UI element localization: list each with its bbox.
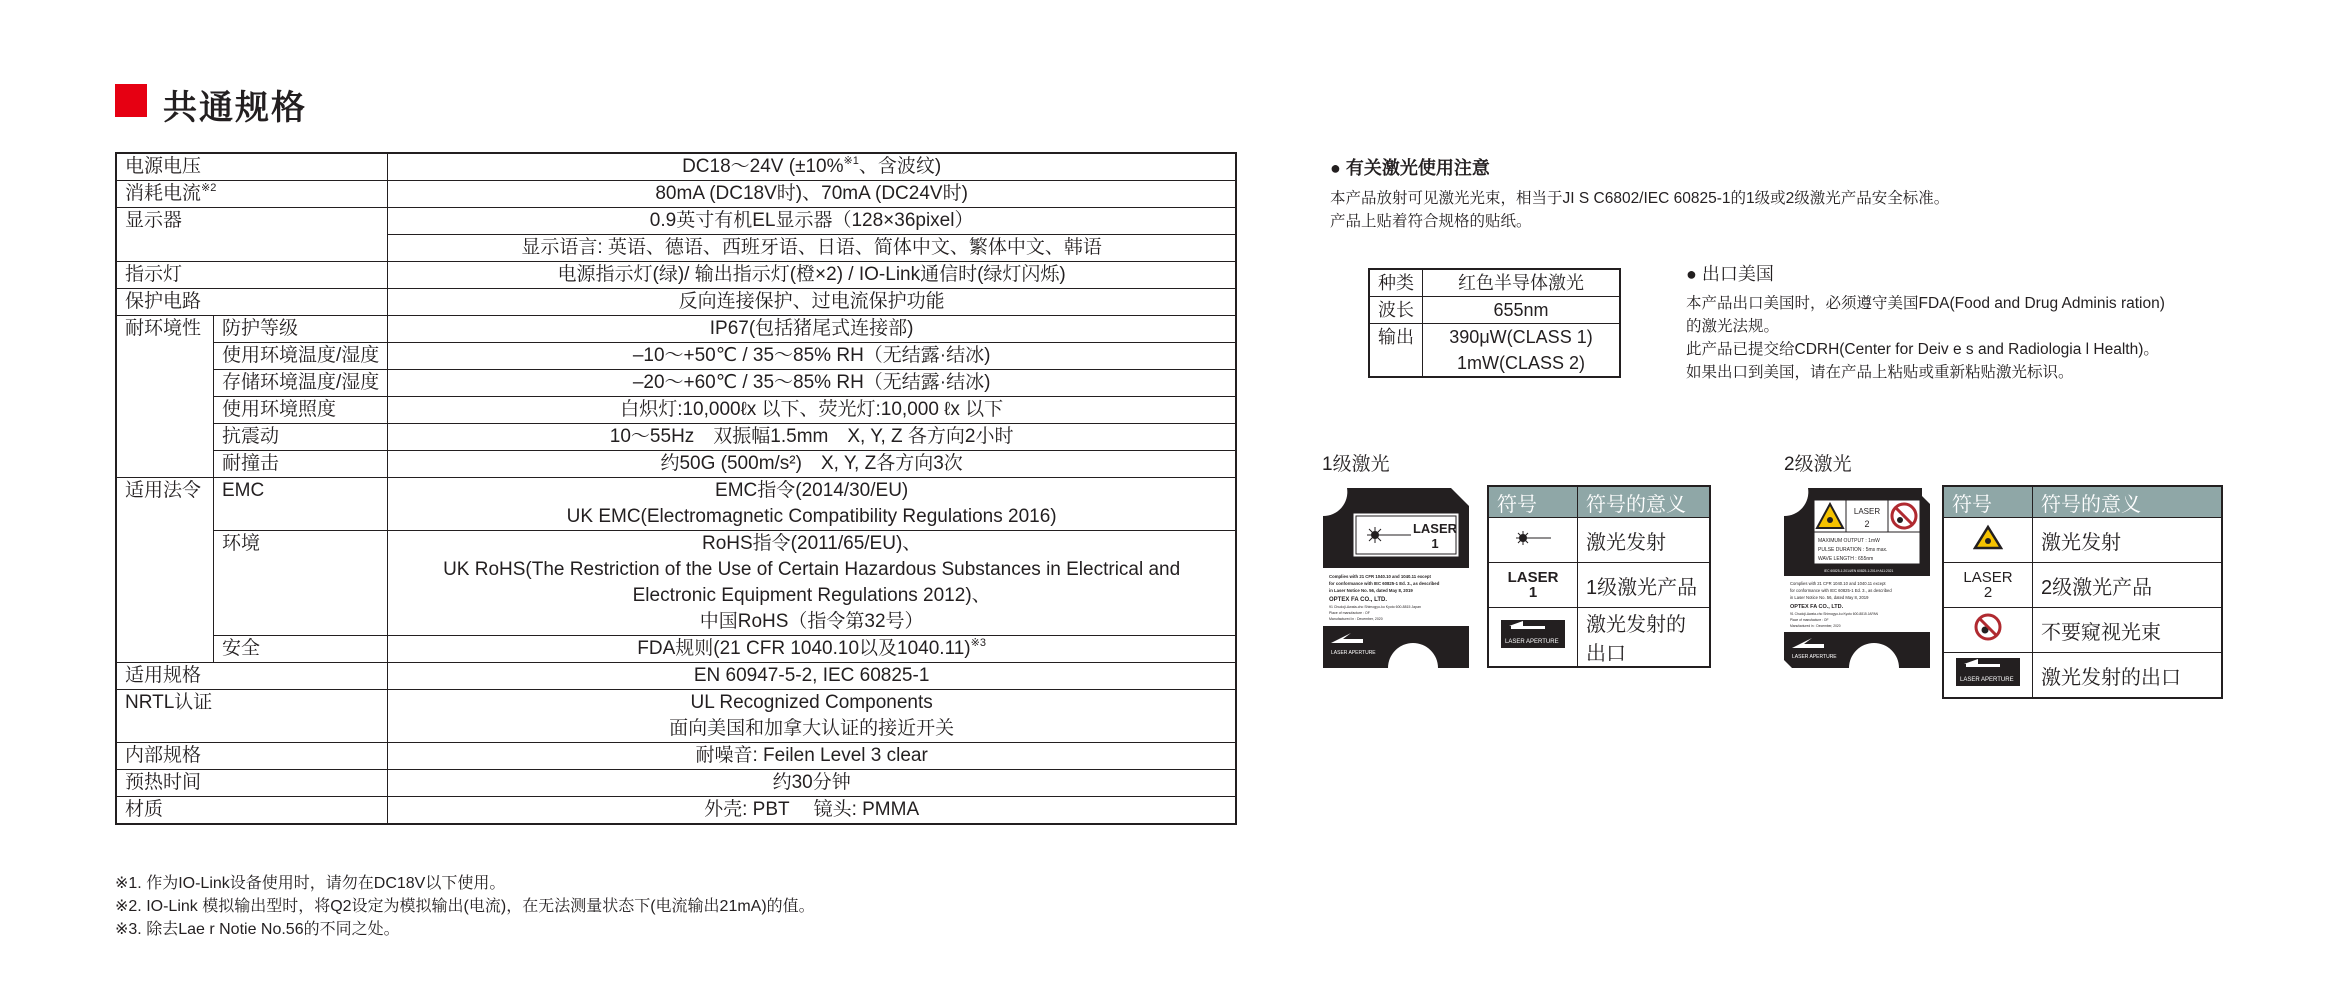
spec-row bbox=[116, 208, 1236, 235]
spec-row bbox=[116, 690, 1236, 743]
label-class-number: 1 bbox=[1431, 536, 1439, 551]
spec-label bbox=[116, 181, 388, 208]
no-stare-icon bbox=[1892, 504, 1916, 528]
laser-spec-value: 655nm bbox=[1423, 297, 1621, 324]
spec-value-text: 中国RoHS（指令第32号） bbox=[699, 611, 924, 632]
spec-value-line bbox=[396, 316, 1227, 342]
label-comply-line: Complies with 21 CFR 1040.10 and 1040.11 except bbox=[1329, 574, 1431, 579]
spec-sublabel: 防护等级 bbox=[214, 316, 388, 343]
spec-label bbox=[116, 289, 388, 316]
label-address-line: Manufactured in : December, 2020 bbox=[1329, 617, 1383, 621]
spec-label bbox=[116, 663, 388, 690]
spec-value-text: Electronic Equipment Regulations 2012)、 bbox=[632, 585, 991, 606]
symbol-meaning: 激光发射 bbox=[1578, 518, 1711, 563]
spec-label-text: 指示灯 bbox=[125, 264, 183, 285]
spec-value bbox=[388, 153, 1236, 181]
spec-sublabel: 环境 bbox=[214, 531, 388, 636]
spec-value bbox=[388, 289, 1236, 316]
spec-value-text: 外壳: PBT 镜头: PMMA bbox=[704, 799, 920, 820]
spec-row bbox=[116, 770, 1236, 797]
spec-label-text: 保护电路 bbox=[125, 291, 202, 312]
laser-notice-line: 本产品放射可见激光光束，相当于JI S C6802/IEC 60825-1的1级或2级激光产品安全标准。 bbox=[1330, 190, 1950, 207]
spec-value-text: 反向连接保护、过电流保护功能 bbox=[678, 291, 945, 312]
spec-value-text: 耐噪音: Feilen Level 3 clear bbox=[695, 745, 928, 766]
spec-value bbox=[388, 235, 1236, 262]
symbol-meaning: 激光发射 bbox=[2033, 518, 2223, 563]
label-spec-line: MAXIMUM OUTPUT : 1mW bbox=[1818, 538, 1880, 544]
laser-spec-key: 波长 bbox=[1369, 297, 1423, 324]
label-address-line: 91 Chudoji-Awata-cho Shimogyo-ku Kyoto 600-8815 Japan bbox=[1329, 605, 1421, 609]
spec-value-line bbox=[396, 663, 1227, 689]
export-text bbox=[1686, 292, 2165, 384]
spec-value bbox=[388, 262, 1236, 289]
symbol-meaning: 1级激光产品 bbox=[1578, 563, 1711, 608]
spec-row bbox=[116, 797, 1236, 825]
footnote-ref: ※2 bbox=[201, 182, 217, 194]
symbol-meaning: 2级激光产品 bbox=[2033, 563, 2223, 608]
spec-value-text: 白炽灯:10,000ℓx 以下、荧光灯:10,000 ℓx 以下 bbox=[620, 399, 1004, 420]
export-line: 如果出口到美国，请在产品上粘贴或重新粘贴激光标识。 bbox=[1686, 364, 2074, 381]
spec-value-text: 0.9英寸有机EL显示器（128×36pixel） bbox=[649, 210, 974, 231]
label-address-line: Manufactured in : December, 2020 bbox=[1790, 624, 1841, 628]
spec-label bbox=[116, 153, 388, 181]
spec-row bbox=[116, 531, 1236, 636]
spec-value-text: 80mA (DC18V时)、70mA (DC24V时) bbox=[655, 183, 968, 204]
spec-sublabel: 存储环境温度/湿度 bbox=[214, 370, 388, 397]
footnote-ref: ※1 bbox=[843, 155, 859, 167]
symbol-laser-text: LASER bbox=[1963, 569, 2013, 586]
laser-aperture-icon bbox=[1501, 620, 1565, 648]
laser-class-2-symbol bbox=[1952, 570, 2024, 600]
export-line: 此产品已提交给CDRH(Center for Deiv e s and Radiologia l Health)。 bbox=[1686, 341, 2159, 358]
spec-value bbox=[388, 663, 1236, 690]
spec-value-line bbox=[396, 504, 1227, 530]
label-aperture-text: LASER APERTURE bbox=[1792, 654, 1837, 660]
footnote-ref: ※3 bbox=[970, 637, 986, 649]
spec-value-line bbox=[396, 609, 1227, 635]
spec-value-text: 约50G (500m/s²) X, Y, Z各方向3次 bbox=[660, 453, 963, 474]
symbol-laser-text: LASER bbox=[1507, 569, 1559, 586]
spec-value-text: EN 60947-5-2, IEC 60825-1 bbox=[693, 665, 930, 686]
spec-value-text: EMC指令(2014/30/EU) bbox=[715, 480, 909, 501]
spec-value-text: 约30分钟 bbox=[772, 772, 851, 793]
spec-sublabel: 使用环境温度/湿度 bbox=[214, 343, 388, 370]
spec-row bbox=[116, 370, 1236, 397]
spec-row bbox=[116, 451, 1236, 478]
spec-value-text: UK EMC(Electromagnetic Compatibility Regulations 2016) bbox=[566, 506, 1057, 527]
page-title: 共通规格 bbox=[163, 89, 307, 127]
no-stare-icon bbox=[1973, 612, 2003, 642]
laser-notice-heading: ● 有关激光使用注意 bbox=[1330, 158, 1490, 178]
label-comply-line: Complies with 21 CFR 1040.10 and 1040.11 except bbox=[1790, 581, 1886, 586]
symbol-class-number: 1 bbox=[1528, 584, 1538, 601]
spec-value-text: –10～+50℃ / 35～85% RH（无结露·结冰) bbox=[632, 345, 991, 366]
spec-row bbox=[116, 663, 1236, 690]
spec-label: 适用法令 bbox=[116, 478, 214, 663]
spec-label: 耐环境性 bbox=[116, 316, 214, 478]
label-iec-line: IEC 60825-1:2014/EN 60825-1:2014+A11:2021 bbox=[1824, 569, 1894, 573]
spec-value bbox=[388, 478, 1236, 531]
class1-symbol-table bbox=[1487, 485, 1711, 668]
spec-row bbox=[116, 478, 1236, 531]
spec-value-text: –20～+60℃ / 35～85% RH（无结露·结冰) bbox=[632, 372, 991, 393]
spec-label-text: 预热时间 bbox=[125, 772, 202, 793]
spec-value bbox=[388, 370, 1236, 397]
class2-caption: 2级激光 bbox=[1784, 454, 1852, 475]
spec-sublabel: EMC bbox=[214, 478, 388, 531]
spec-value-line bbox=[396, 557, 1227, 583]
spec-value-line bbox=[396, 370, 1227, 396]
spec-label-text: 内部规格 bbox=[125, 745, 202, 766]
spec-value bbox=[388, 451, 1236, 478]
spec-value-line bbox=[396, 770, 1227, 796]
spec-value-line bbox=[396, 636, 1227, 662]
laser-output-class1: 390μW(CLASS 1) bbox=[1449, 327, 1593, 347]
spec-value-line bbox=[396, 424, 1227, 450]
symbol-meaning: 不要窥视光束 bbox=[2033, 608, 2223, 653]
spec-value-text: 电源指示灯(绿)/ 输出指示灯(橙×2) / IO-Link通信时(绿灯闪烁) bbox=[557, 264, 1066, 285]
spec-row bbox=[116, 316, 1236, 343]
class1-caption: 1级激光 bbox=[1322, 454, 1390, 475]
spec-value bbox=[388, 797, 1236, 825]
header-symbol: 符号 bbox=[1488, 486, 1578, 518]
laser-notice-text bbox=[1330, 187, 1949, 233]
laser-spec-key: 种类 bbox=[1369, 269, 1423, 297]
export-heading: ● 出口美国 bbox=[1686, 264, 1774, 284]
spec-value-line bbox=[396, 289, 1227, 315]
laser-class-1-symbol bbox=[1497, 570, 1569, 600]
spec-value-line bbox=[396, 451, 1227, 477]
footnote-1: ※1. 作为IO-Link设备使用时，请勿在DC18V以下使用。 bbox=[115, 875, 506, 892]
spec-label-text: 电源电压 bbox=[125, 156, 202, 177]
spec-value bbox=[388, 208, 1236, 235]
label-company: OPTEX FA CO., LTD. bbox=[1329, 597, 1388, 603]
spec-value-line bbox=[396, 690, 1227, 716]
laser-spec-key: 输出 bbox=[1369, 324, 1423, 378]
spec-value-text: RoHS指令(2011/65/EU)、 bbox=[702, 533, 922, 554]
spec-row bbox=[116, 424, 1236, 451]
spec-label bbox=[116, 743, 388, 770]
label-laser-text: LASER bbox=[1412, 521, 1458, 536]
spec-row bbox=[116, 289, 1236, 316]
spec-label bbox=[116, 690, 388, 743]
spec-value-line bbox=[396, 797, 1227, 823]
spec-value-line bbox=[396, 181, 1227, 207]
label-class-number: 2 bbox=[1864, 519, 1870, 529]
spec-value-line bbox=[396, 397, 1227, 423]
spec-sublabel: 安全 bbox=[214, 636, 388, 663]
label-comply-line: in Laser Notice No. 56, dated May 8, 2019 bbox=[1790, 595, 1869, 600]
spec-label-text: 消耗电流 bbox=[125, 183, 202, 204]
spec-label bbox=[116, 262, 388, 289]
spec-value-text: DC18～24V (±10% bbox=[682, 156, 844, 177]
spec-row bbox=[116, 153, 1236, 181]
export-line: 本产品出口美国时，必须遵守美国FDA(Food and Drug Adminis ration) bbox=[1686, 295, 2165, 312]
spec-row bbox=[116, 743, 1236, 770]
aperture-text: LASER APERTURE bbox=[1505, 639, 1559, 645]
laser-output-class2: 1mW(CLASS 2) bbox=[1456, 353, 1586, 373]
spec-value-text: IP67(包括猪尾式连接部) bbox=[709, 318, 914, 339]
laser-emission-icon bbox=[1513, 530, 1553, 546]
spec-row bbox=[116, 636, 1236, 663]
spec-sublabel: 耐撞击 bbox=[214, 451, 388, 478]
header-meaning: 符号的意义 bbox=[1578, 486, 1711, 518]
symbol-class-number: 2 bbox=[1983, 584, 1993, 601]
spec-value-text: UK RoHS(The Restriction of the Use of Certain Hazardous Substances in Electrical and bbox=[443, 559, 1181, 580]
laser-notice-line: 产品上贴着符合规格的贴纸。 bbox=[1330, 213, 1532, 230]
spec-value-line bbox=[396, 262, 1227, 288]
spec-sublabel: 使用环境照度 bbox=[214, 397, 388, 424]
symbol-meaning: 激光发射的出口 bbox=[1578, 608, 1711, 668]
spec-label-text: 显示器 bbox=[125, 210, 183, 231]
spec-row bbox=[116, 181, 1236, 208]
spec-value-text: UL Recognized Components bbox=[690, 692, 933, 713]
spec-value bbox=[388, 181, 1236, 208]
spec-row bbox=[116, 262, 1236, 289]
spec-value-line bbox=[396, 583, 1227, 609]
spec-value-text: FDA规则(21 CFR 1040.10以及1040.11) bbox=[637, 638, 971, 659]
spec-value-line bbox=[396, 343, 1227, 369]
spec-value-line bbox=[396, 235, 1227, 261]
spec-value-line bbox=[396, 531, 1227, 557]
spec-label-text: 材质 bbox=[125, 799, 164, 820]
class2-label-image bbox=[1784, 488, 1930, 668]
footnote-2: ※2. IO-Link 模拟输出型时，将Q2设定为模拟输出(电流)，在无法测量状态下(电流输出21mA)的值。 bbox=[115, 898, 815, 915]
spec-value-text: 面向美国和加拿大认证的接近开关 bbox=[669, 718, 955, 739]
spec-value bbox=[388, 743, 1236, 770]
spec-value bbox=[388, 636, 1236, 663]
label-address-line: 91 Chudoji-Awata-cho Shimogyo-ku Kyoto 600-8815 JAPAN bbox=[1790, 612, 1879, 616]
symbol-meaning: 激光发射的出口 bbox=[2033, 653, 2223, 699]
spec-label bbox=[116, 797, 388, 825]
spec-value-line bbox=[396, 743, 1227, 769]
spec-value-text: 显示语言: 英语、德语、西班牙语、日语、简体中文、繁体中文、韩语 bbox=[521, 237, 1102, 258]
laser-warning-icon bbox=[1973, 524, 2003, 550]
spec-label bbox=[116, 208, 388, 262]
spec-row bbox=[116, 397, 1236, 424]
spec-value bbox=[388, 770, 1236, 797]
spec-value bbox=[388, 690, 1236, 743]
spec-row bbox=[116, 343, 1236, 370]
spec-value-text: 、含波纹) bbox=[858, 156, 942, 177]
spec-value bbox=[388, 397, 1236, 424]
label-spec-line: PULSE DURATION : 5ms max. bbox=[1818, 547, 1888, 553]
spec-label-text: NRTL认证 bbox=[125, 692, 213, 713]
spec-value-line bbox=[396, 716, 1227, 742]
label-address-line: Place of manufacture : OF bbox=[1790, 618, 1829, 622]
header-symbol: 符号 bbox=[1943, 486, 2033, 518]
laser-spec-table bbox=[1368, 268, 1621, 378]
spec-sublabel: 抗震动 bbox=[214, 424, 388, 451]
label-comply-line: in Laser Notice No. 56, dated May 8, 2019 bbox=[1329, 588, 1413, 593]
laser-spec-value bbox=[1423, 324, 1621, 378]
label-company: OPTEX FA CO., LTD. bbox=[1790, 604, 1844, 610]
class1-label-image bbox=[1323, 488, 1469, 668]
label-address-line: Place of manufacture : OF bbox=[1329, 611, 1370, 615]
spec-value-line bbox=[396, 208, 1227, 234]
spec-table bbox=[115, 152, 1237, 825]
header-meaning: 符号的意义 bbox=[2033, 486, 2223, 518]
spec-value bbox=[388, 343, 1236, 370]
label-comply-line: for conformance with IEC 60825-1 Ed. 3., as described bbox=[1329, 581, 1440, 586]
spec-label-text: 适用规格 bbox=[125, 665, 202, 686]
label-laser-text: LASER bbox=[1853, 507, 1881, 516]
laser-aperture-icon bbox=[1956, 658, 2020, 686]
laser-spec-value: 红色半导体激光 bbox=[1423, 269, 1621, 297]
footnote-3: ※3. 除去Lae r Notie No.56的不同之处。 bbox=[115, 921, 400, 938]
title-marker bbox=[115, 84, 147, 117]
spec-label bbox=[116, 770, 388, 797]
spec-value-line bbox=[396, 154, 1227, 180]
spec-value-text: 10～55Hz 双振幅1.5mm X, Y, Z 各方向2小时 bbox=[609, 426, 1014, 447]
aperture-text: LASER APERTURE bbox=[1960, 677, 2014, 683]
label-aperture-text: LASER APERTURE bbox=[1331, 650, 1376, 656]
label-spec-line: WAVE LENGTH : 655nm bbox=[1818, 556, 1874, 562]
spec-value bbox=[388, 316, 1236, 343]
export-line: 的激光法规。 bbox=[1686, 318, 1780, 335]
spec-value bbox=[388, 424, 1236, 451]
label-comply-line: for conformance with IEC 60825-1 Ed. 3., as described bbox=[1790, 588, 1892, 593]
spec-value-line bbox=[396, 478, 1227, 504]
spec-value bbox=[388, 531, 1236, 636]
class2-symbol-table bbox=[1942, 485, 2223, 699]
